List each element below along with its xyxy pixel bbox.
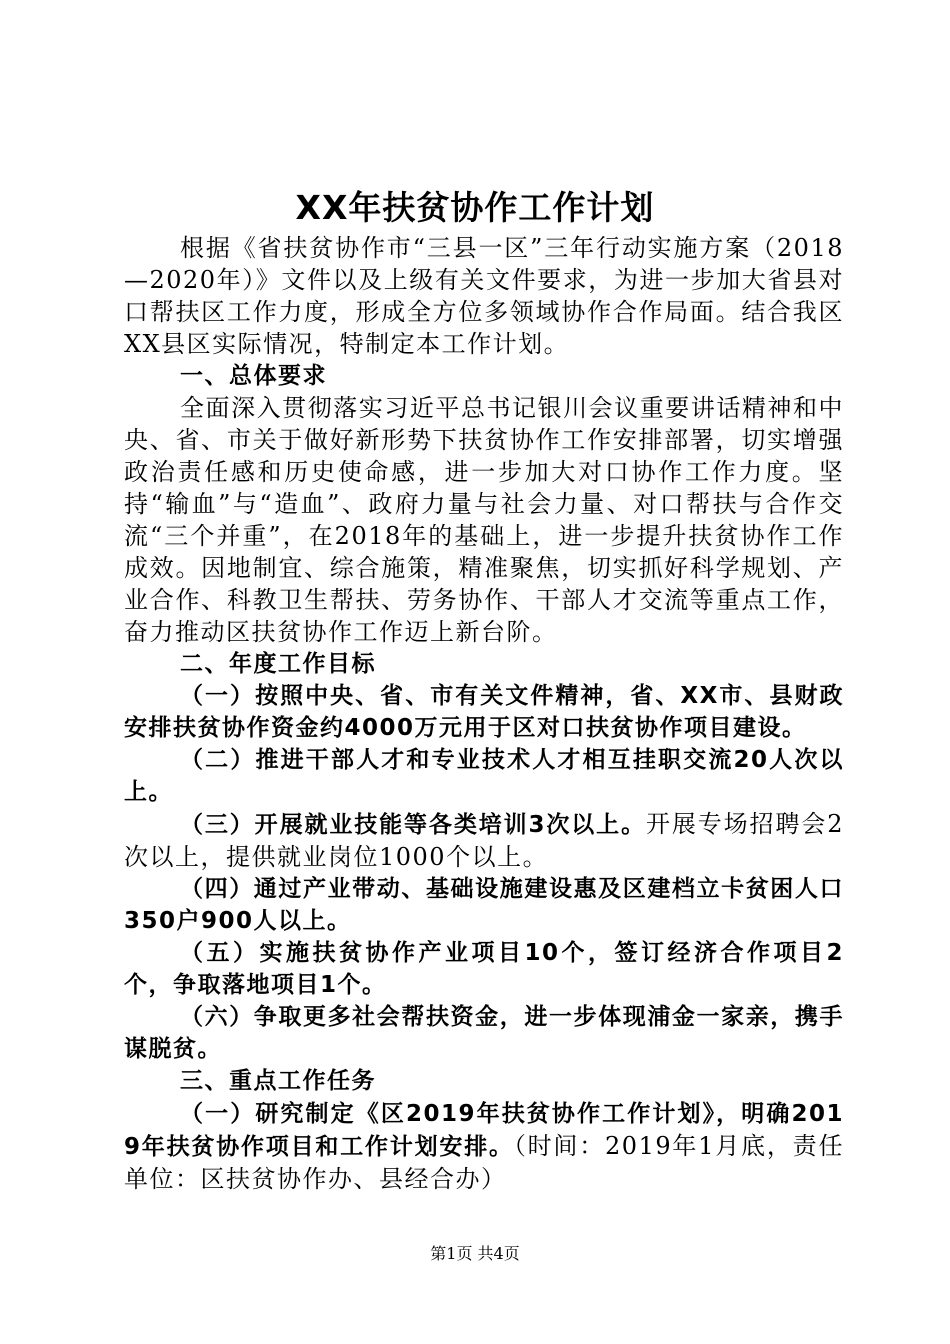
page-number-footer: 第1页 共4页	[430, 1244, 520, 1263]
task-item-1-rest: （时间：2019年1月底，责任单位：区扶贫协作办、县经合办）	[124, 1132, 844, 1193]
document-body	[124, 232, 844, 1195]
goal-item-1: （一）按照中央、省、市有关文件精神，省、XX市、县财政安排扶贫协作资金约4000万元用于区对口扶贫协作项目建设。	[124, 683, 844, 741]
section-heading-general: 一、总体要求	[180, 363, 327, 389]
goal-item-2: （二）推进干部人才和专业技术人才相互挂职交流20人次以上。	[124, 747, 844, 805]
section-heading-key-tasks: 三、重点工作任务	[180, 1068, 376, 1094]
goal-item-5: （五）实施扶贫协作产业项目10个，签订经济合作项目2个，争取落地项目1个。	[124, 940, 844, 998]
intro-paragraph: 根据《省扶贫协作市“三县一区”三年行动实施方案（2018—2020年）》文件以及上级有关文件要求，为进一步加大省县对口帮扶区工作力度，形成全方位多领域协作合作局面。结合我区XX县区实际情况，特制定本工作计划。	[124, 234, 844, 358]
goal-item-3-rest: 开展专场招聘会2次以上，提供就业岗位1000个以上。	[124, 810, 844, 871]
section-heading-annual-goals: 二、年度工作目标	[180, 651, 376, 677]
goal-item-6: （六）争取更多社会帮扶资金，进一步体现浦金一家亲，携手谋脱贫。	[124, 1004, 844, 1062]
goal-item-3	[124, 808, 844, 873]
document-title: XX年扶贫协作工作计划	[295, 188, 655, 227]
goal-item-3-bold: （三）开展就业技能等各类培训3次以上。	[180, 812, 646, 838]
general-requirements-paragraph: 全面深入贯彻落实习近平总书记银川会议重要讲话精神和中央、省、市关于做好新形势下扶贫协作工作安排部署，切实增强政治责任感和历史使命感，进一步加大对口协作工作力度。坚持“输血”与“造血”、政府力量与社会力量、对口帮扶与合作交流“三个并重”，在2018年的基础上，进一步提升扶贫协作工作成效。因地制宜、综合施策，精准聚焦，切实抓好科学规划、产业合作、科教卫生帮扶、劳务协作、干部人才交流等重点工作，奋力推动区扶贫协作工作迈上新台阶。	[124, 394, 844, 646]
task-item-1-bold: （一）研究制定《区2019年扶贫协作工作计划》，明确2019年扶贫协作项目和工作计划安排。	[124, 1101, 844, 1160]
task-item-1	[124, 1097, 844, 1195]
goal-item-4: （四）通过产业带动、基础设施建设惠及区建档立卡贫困人口350户900人以上。	[124, 876, 844, 934]
